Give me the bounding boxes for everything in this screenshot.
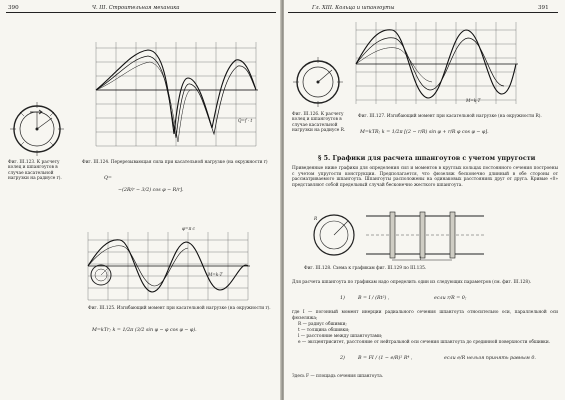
definition-i: где I — погонный момент инерции радиального сечения шпангоута относительно оси, параллельной оси фюзеляжа; (292, 310, 558, 321)
definition-t: t — толщина обшивки; (298, 328, 350, 333)
param-2-number: 2) (340, 356, 345, 361)
section-paragraph: Приведенные ниже графики для определения сил и моментов в круглых кольцах постоянного сечения построены с учетом упругости конструкции. Предполагается, что фюзеляж бесконечно длинный в обе стороны от рассматриваемого шпангоута. Шпангоуты расположены на одинаковых расстояниях друг от друга. Кривые «0» представляют собой предельный случай бесконечно жесткого шпангоута. (292, 166, 558, 188)
param-2-condition: если e/R нельзя принять равным 0. (444, 356, 536, 361)
fig-128-label-l: l (420, 256, 422, 261)
param-2-expression: B = FI / (1 − e/R)² R⁴ , (358, 356, 413, 361)
fig-126-ring-diagram (292, 56, 344, 108)
fig-123-caption: Фиг. III.123. К расчету колец и шпангоутов в случае касательной нагрузки на радиусе r). (8, 160, 62, 182)
fig-125-formula: M=kTr; k = 1/2π (3/2 sin φ − φ cos φ − φ). (92, 328, 197, 333)
fig-124-shear-graph (86, 38, 266, 150)
parameters-intro: Для расчета шпангоута по графикам надо определить один из следующих параметров (см. фиг. III.128). (292, 280, 532, 285)
page-number: 390 (8, 5, 19, 11)
fig-128-label-r: R (314, 216, 318, 221)
page-number: 391 (538, 5, 549, 11)
fig-124-formula-line-1: Q= (104, 176, 112, 181)
left-page (0, 0, 281, 400)
fig-123-ring-diagram (8, 100, 66, 158)
param-1-condition: если r/R = 0; (434, 296, 467, 301)
fig-128-schematic (308, 208, 488, 262)
definition-e: e — эксцентриситет, расстояние от нейтральной оси сечения шпангоута до срединной поверхности обшивки. (298, 340, 551, 345)
definition-l: l — расстояние между шпангоутами; (298, 334, 383, 339)
fig-127-curve-label: M=k·T (466, 98, 481, 103)
fig-125-curve-label: M=k·T (208, 272, 223, 277)
fig-126-caption: Фиг. III.126. К расчету колец и шпангоутов в случае касательной нагрузки на радиусе R. (292, 112, 346, 134)
section-heading: § 5. Графики для расчета шпангоутов с учетом упругости (318, 154, 536, 162)
fig-125-top-label: φ=π с (182, 226, 195, 231)
fig-128-caption: Фиг. III.128. Схема к графикам фиг. III.129 по III.135. (304, 266, 427, 271)
fig-127-formula: M=kTR; k = 1/2π [(2 − r/R) sin φ + r/R φ cos φ − φ]. (360, 130, 489, 135)
running-head: Гл. XIII. Кольца и шпангоуты (312, 5, 395, 11)
definition-r: R — радиус обшивки; (298, 322, 347, 327)
fig-124-caption: Фиг. III.124. Перерезывающая сила при касательной нагрузке (на окружности r) (82, 160, 268, 165)
footer-note: Здесь F — площадь сечения шпангоута. (292, 374, 384, 379)
fig-124-curve-label: Q=f · t (238, 118, 253, 123)
right-page (284, 0, 565, 400)
header-rule (6, 12, 276, 13)
header-rule (288, 12, 558, 13)
fig-127-caption: Фиг. III.127. Изгибающий момент при касательной нагрузке (на окружности R). (358, 114, 542, 119)
fig-127-moment-graph (348, 20, 528, 106)
param-1-number: 1) (340, 296, 345, 301)
fig-124-formula-line-2: −(2R/r − 3/2) cos φ − R/r]. (118, 188, 184, 193)
param-1-expression: B = I / (Rt²) , (358, 296, 390, 301)
running-head: Ч. III. Строительная механика (92, 5, 180, 11)
fig-125-caption: Фиг. III.125. Изгибающий момент при касательной нагрузке (на окружности r). (88, 306, 271, 311)
fig-125-ring-inset (88, 262, 114, 288)
